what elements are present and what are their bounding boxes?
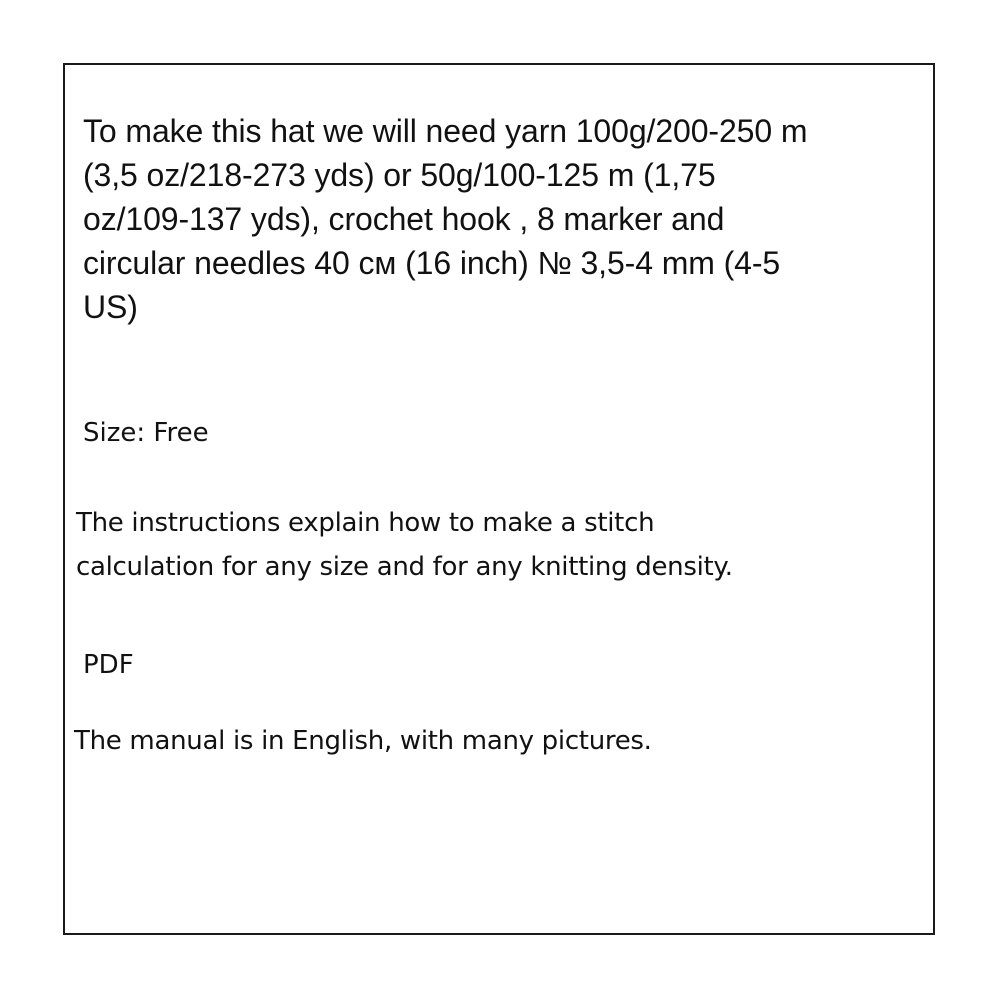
materials-line: US) [83,289,138,325]
instructions-paragraph [76,501,733,589]
description-frame [63,63,935,935]
materials-line: To make this hat we will need yarn 100g/200-250 m [83,113,808,149]
materials-line: oz/109-137 yds), crochet hook , 8 marker and [83,201,725,237]
language-note: The manual is in English, with many pictures. [74,726,652,756]
instructions-line: The instructions explain how to make a stitch [76,508,655,538]
materials-line: (3,5 oz/218-273 yds) or 50g/100-125 m (1,75 [83,157,716,193]
size-text: Size: Free [83,418,209,448]
materials-line: circular needles 40 см (16 inch) № 3,5-4 mm (4-5 [83,245,781,281]
instructions-line: calculation for any size and for any knitting density. [76,552,733,582]
materials-paragraph [83,109,807,329]
format-text: PDF [83,650,134,680]
